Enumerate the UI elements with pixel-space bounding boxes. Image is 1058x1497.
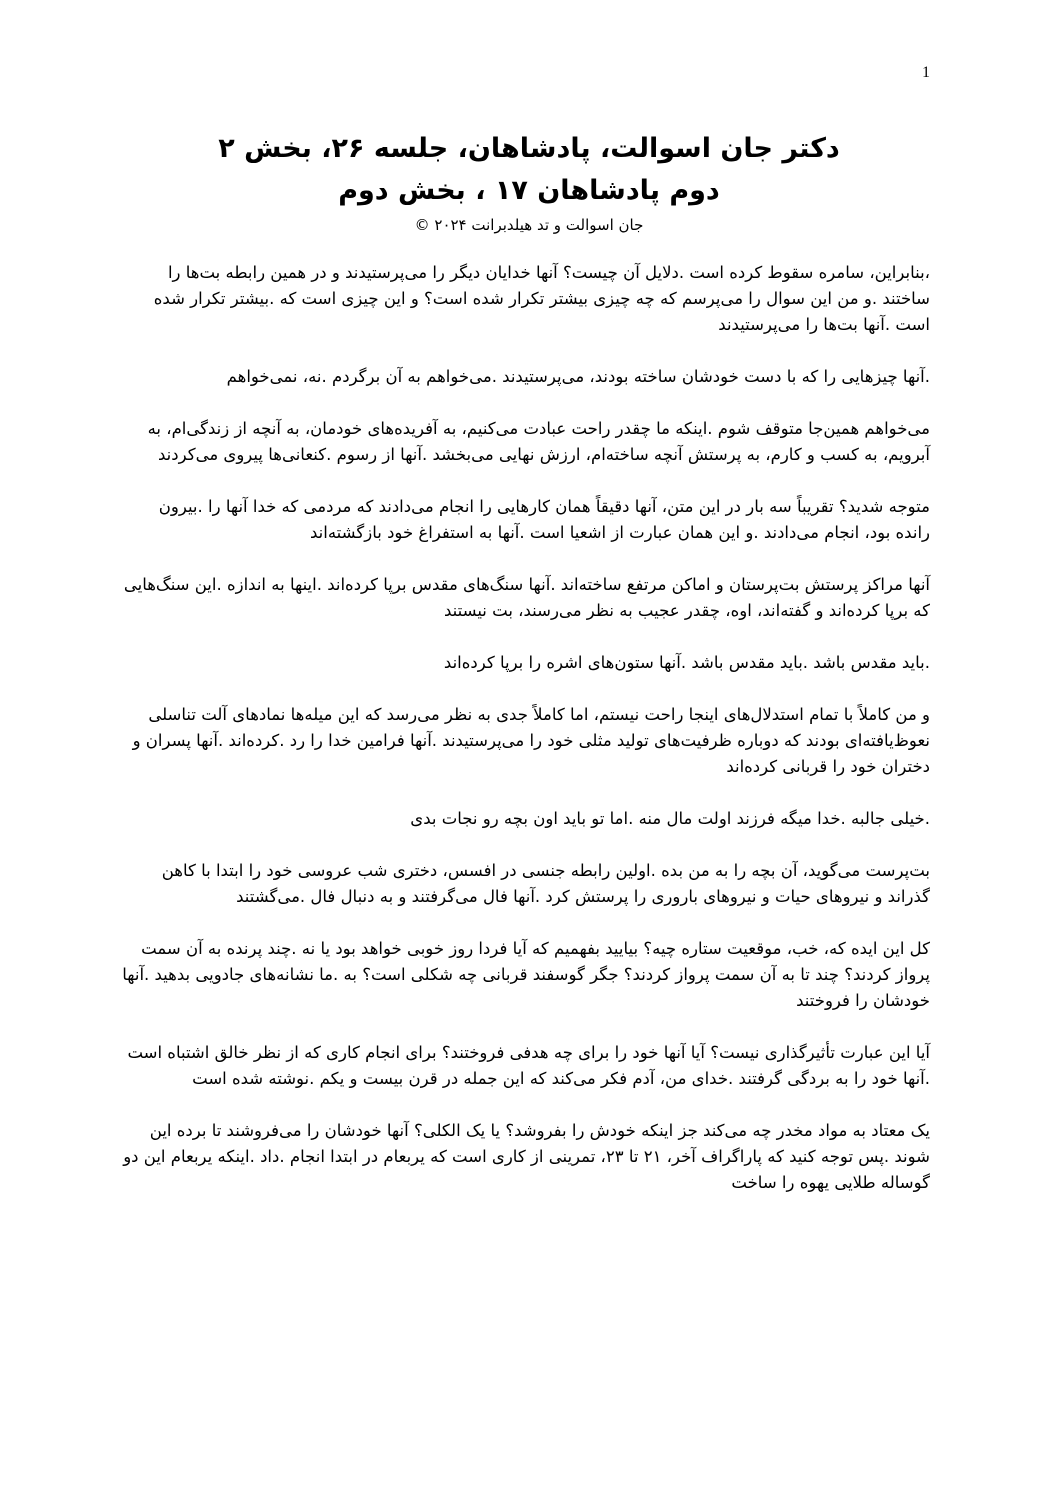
paragraph-1: ،بنابراین، سامره سقوط کرده است .دلایل آن چیست؟ آنها خدایان دیگر را می‌پرستیدند و در همین رابطه بت‌ها را ساختند .و من این سوال را می‌پرسم که چه چیزی بیشتر تکرار شده است؟ و این چیزی است که .بیشتر تکرار شده است .آنها بت‌ها را می‌پرستیدند	[153, 263, 930, 334]
copyright-line: جان اسوالت و تد هیلدبرانت ۲۰۲۴ ©	[414, 216, 644, 234]
paragraph-6: .باید مقدس باشد .باید مقدس باشد .آنها ستون‌های اشره را برپا کرده‌اند	[443, 653, 930, 672]
paragraph-10: کل این ایده که، خب، موقعیت ستاره چیه؟ بیایید بفهمیم که آیا فردا روز خوبی خواهد بود یا نه .چند پرنده به آن سمت پرواز کردند؟ چند تا به آن سمت پرواز کردند؟ جگر گوسفند قربانی چه شکلی است؟ به .ما نشانه‌های جادویی بدهید .آنها خودشان را فروختند	[122, 939, 930, 1010]
paragraph-9: بت‌پرست می‌گوید، آن بچه را به من بده .اولین رابطه جنسی در افسس، دختری شب عروسی خود را ابتدا با کاهن گذراند و نیروهای حیات و نیروهای باروری را پرستش کرد .آنها فال می‌گرفتند و به دنبال فال .می‌گشتند	[161, 861, 930, 906]
document-body	[120, 260, 930, 1222]
paragraph-7: و من کاملاً با تمام استدلال‌های اینجا راحت نیستم، اما کاملاً جدی به نظر می‌رسد که این میله‌ها نمادهای آلت تناسلی نعوظ‌یافته‌ای بودند که دوباره ظرفیت‌های تولید مثلی خود را می‌پرستیدند .آنها فرامین خدا را رد .کرده‌اند .آنها پسران و دختران خود را قربانی کرده‌اند	[132, 705, 930, 776]
title-block	[128, 128, 930, 236]
document-title: دکتر جان اسوالت، پادشاهان، جلسه ۲۶، بخش ۲	[218, 133, 840, 164]
paragraph-12: یک معتاد به مواد مخدر چه می‌کند جز اینکه خودش را بفروشد؟ یا یک الکلی؟ آنها خودشان را می‌فروشند تا برده این شوند .پس توجه کنید که پاراگراف آخر، ۲۱ تا ۲۳، تمرینی از کاری است که یربعام در ابتدا انجام .داد .اینکه یربعام این دو گوساله طلایی یهوه را ساخت	[123, 1121, 930, 1192]
paragraph-8: .خیلی جالبه .خدا میگه فرزند اولت مال منه .اما تو باید اون بچه رو نجات بدی	[410, 809, 930, 828]
page-number: 1	[922, 64, 930, 81]
document-subtitle: دوم پادشاهان ۱۷ ، بخش دوم	[338, 175, 720, 206]
paragraph-2: .آنها چیزهایی را که با دست خودشان ساخته بودند، می‌پرستیدند .می‌خواهم به آن برگردم .نه، نمی‌خواهم	[226, 367, 930, 386]
paragraph-3: می‌خواهم همین‌جا متوقف شوم .اینکه ما چقدر راحت عبادت می‌کنیم، به آفریده‌های خودمان، به آنچه از زندگی‌ام، به آبرویم، به کسب و کارم، به پرستش آنچه ساخته‌ام، ارزش نهایی می‌بخشد .آنها از رسوم .کنعانی‌ها پیروی می‌کردند	[147, 419, 930, 464]
paragraph-5: آنها مراکز پرستش بت‌پرستان و اماکن مرتفع ساخته‌اند .آنها سنگ‌های مقدس برپا کرده‌اند .اینها به اندازه .این سنگ‌هایی که برپا کرده‌اند و گفته‌اند، اوه، چقدر عجیب به نظر می‌رسند، بت نیستند	[123, 575, 930, 620]
paragraph-11: آیا این عبارت تأثیرگذاری نیست؟ آیا آنها خود را برای چه هدفی فروختند؟ برای انجام کاری که از نظر خالق اشتباه است .آنها خود را به بردگی گرفتند .خدای من، آدم فکر می‌کند که این جمله در قرن بیست و یکم .نوشته شده است	[127, 1043, 930, 1088]
paragraph-4: متوجه شدید؟ تقریباً سه بار در این متن، آنها دقیقاً همان کارهایی را انجام می‌دادند که مردمی که خدا آنها را .بیرون رانده بود، انجام می‌دادند .و این همان عبارت از اشعیا است .آنها به استفراغ خود بازگشته‌اند	[158, 497, 930, 542]
